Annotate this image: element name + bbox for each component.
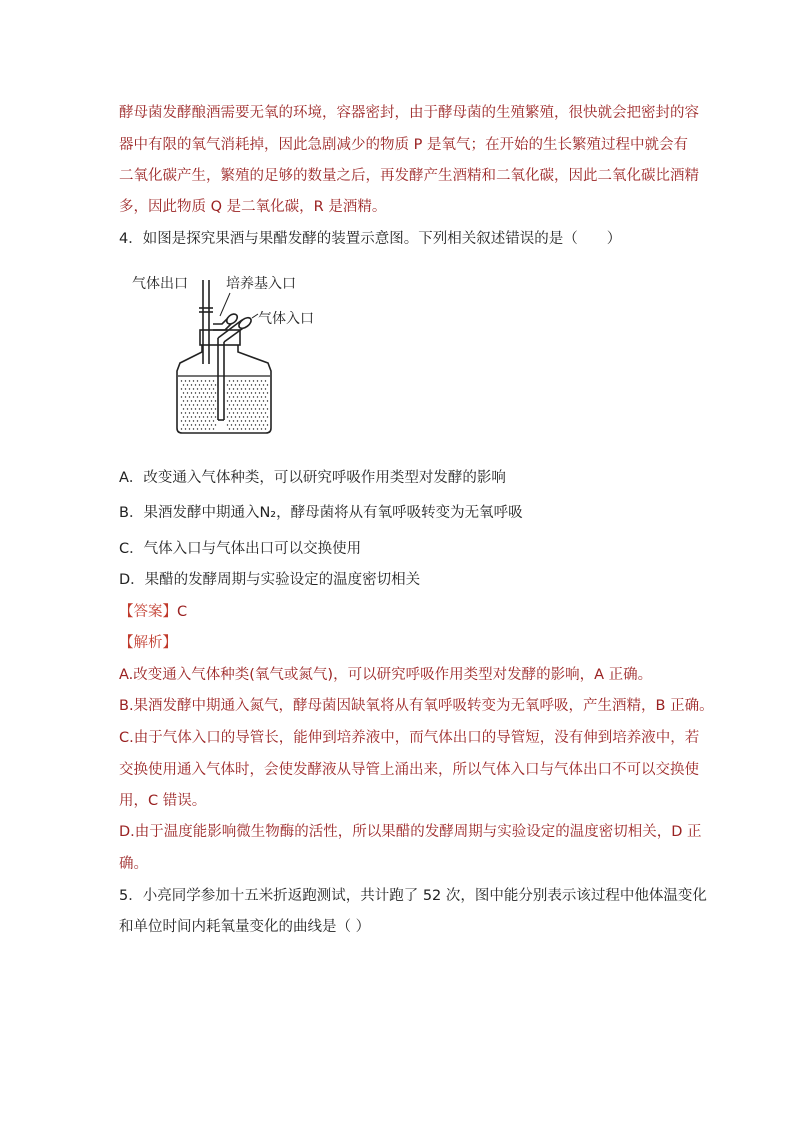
prev-explanation-line-4: 多，因此物质 Q 是二氧化碳，R 是酒精。: [119, 199, 387, 215]
analysis-line-d2: 确。: [119, 856, 148, 872]
gas-outlet-label: 气体出口: [132, 276, 188, 292]
analysis-line-b: B.果酒发酵中期通入氮气，酵母菌因缺氧将从有氧呼吸转变为无氧呼吸，产生酒精，B 正确。: [119, 698, 714, 714]
answer-bracket-open: 【: [119, 604, 134, 620]
gas-inlet-label: 气体入口: [258, 311, 314, 327]
fermentation-apparatus-diagram: [130, 268, 330, 440]
analysis-line-d1: D.由于温度能影响微生物酶的活性，所以果醋的发酵周期与实验设定的温度密切相关，D 正: [119, 824, 702, 840]
option-a: A．改变通入气体种类，可以研究呼吸作用类型对发酵的影响: [119, 470, 506, 486]
analysis-line-a: A.改变通入气体种类(氧气或氮气)，可以研究呼吸作用类型对发酵的影响，A 正确。: [119, 667, 653, 683]
answer-bracket-close: 】: [162, 604, 177, 620]
answer-line: [119, 602, 187, 622]
analysis-line-c2: 交换使用通入气体时，会使发酵液从导管上涌出来，所以气体入口与气体出口不可以交换使: [119, 762, 699, 778]
prev-explanation-line-1: 酵母菌发酵酿酒需要无氧的环境，容器密封，由于酵母菌的生殖繁殖，很快就会把密封的容: [119, 105, 699, 121]
analysis-line-c3: 用，C 错误。: [119, 793, 207, 809]
medium-inlet-label: 培养基入口: [226, 276, 296, 292]
option-d: D．果醋的发酵周期与实验设定的温度密切相关: [119, 572, 421, 588]
analysis-heading: [119, 633, 177, 653]
prev-explanation-line-3: 二氧化碳产生，繁殖的足够的数量之后，再发酵产生酒精和二氧化碳，因此二氧化碳比酒精: [119, 168, 699, 184]
bottle: [177, 280, 271, 433]
prev-explanation-line-2: 器中有限的氧气消耗掉，因此急剧减少的物质 P 是氧气；在开始的生长繁殖过程中就会有: [119, 137, 688, 153]
question5-stem-line-1: 5．小亮同学参加十五米折返跑测试，共计跑了 52 次，图中能分别表示该过程中他体温变化: [119, 888, 707, 904]
analysis-bracket-open: 【: [119, 635, 134, 651]
question4-stem: 4．如图是探究果酒与果醋发酵的装置示意图。下列相关叙述错误的是（ ）: [119, 231, 622, 247]
analysis-line-c1: C.由于气体入口的导管长，能伸到培养液中，而气体出口的导管短，没有伸到培养液中，若: [119, 730, 700, 746]
option-b: B．果酒发酵中期通入N₂，酵母菌将从有氧呼吸转变为无氧呼吸: [119, 505, 523, 521]
answer-value: C: [177, 604, 188, 620]
analysis-bracket-close: 】: [162, 635, 177, 651]
analysis-label: 解析: [133, 635, 163, 651]
answer-label: 答案: [133, 604, 163, 620]
question5-stem-line-2: 和单位时间内耗氧量变化的曲线是（ ）: [119, 919, 371, 935]
option-c: C．气体入口与气体出口可以交换使用: [119, 541, 362, 557]
